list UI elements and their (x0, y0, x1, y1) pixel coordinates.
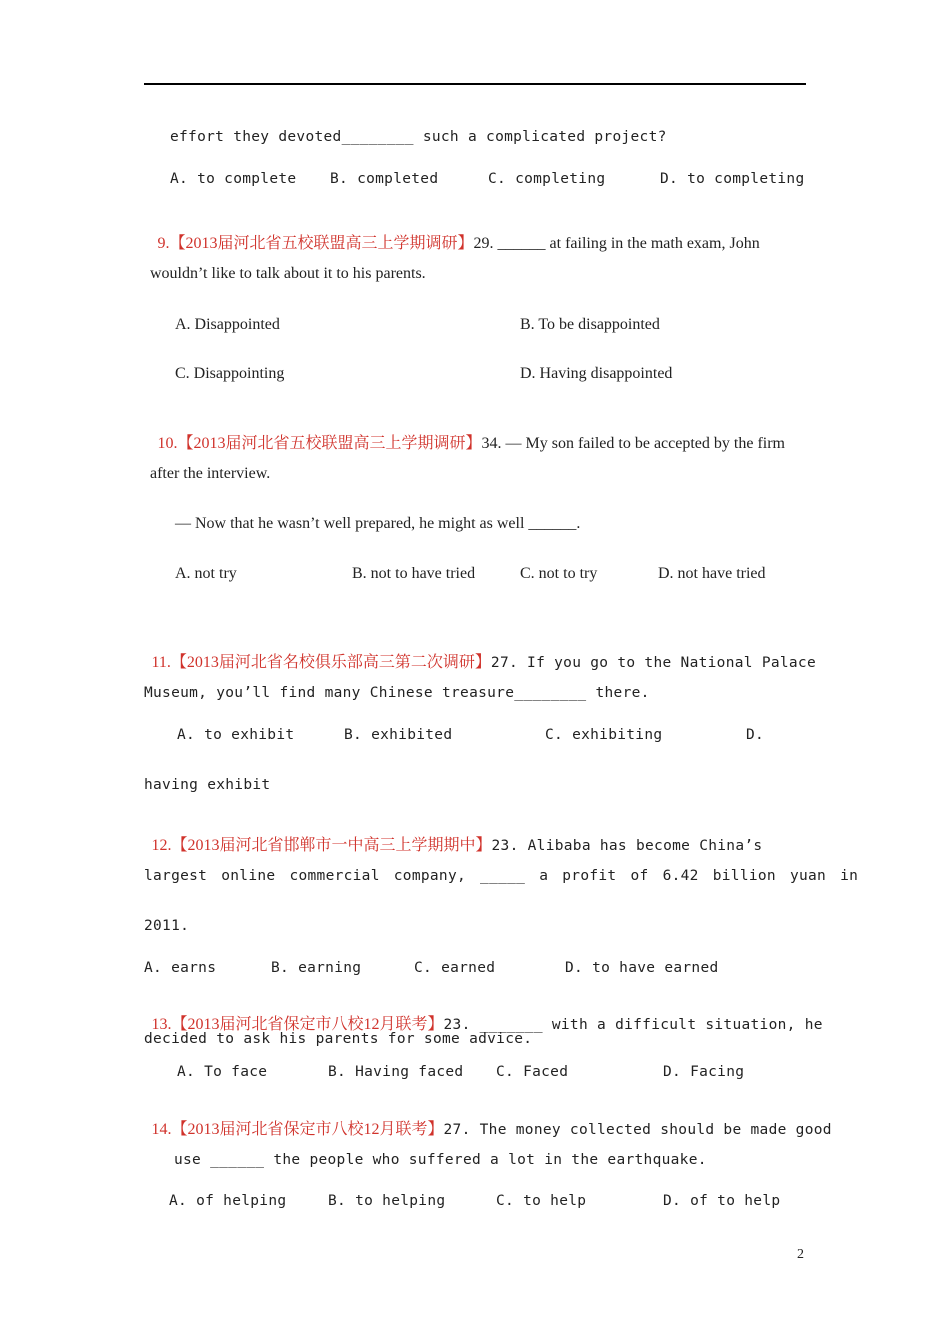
q11-option-a: A. to exhibit (177, 727, 295, 743)
q9-option-b: B. To be disappointed (520, 316, 660, 333)
q13-option-c: C. Faced (496, 1064, 569, 1080)
q12-number: 12. (151, 837, 172, 854)
q13-option-a: A. To face (177, 1064, 268, 1080)
page-number: 2 (797, 1247, 804, 1262)
q13-number: 13. (151, 1016, 172, 1033)
q14-option-a: A. of helping (169, 1193, 287, 1209)
q8-option-c: C. completing (488, 171, 606, 187)
q9-option-d: D. Having disappointed (520, 365, 673, 382)
q10-option-c: C. not to try (520, 565, 598, 582)
q13-stem-line1: 23. _______ with a difficult situation, he (443, 1017, 823, 1033)
q12-option-d: D. to have earned (565, 960, 719, 976)
q9-source: 【2013届河北省五校联盟高三上学期调研】 (169, 235, 474, 252)
q10-option-b: B. not to have tried (352, 565, 476, 582)
q12-option-c: C. earned (414, 960, 496, 976)
q8-option-d: D. to completing (660, 171, 805, 187)
q12-option-a: A. earns (144, 960, 217, 976)
q10-number: 10. (157, 435, 178, 452)
q14-option-c: C. to help (496, 1193, 587, 1209)
q14-option-d: D. of to help (663, 1193, 781, 1209)
q14-stem-line2: use ______ the people who suffered a lot in the earthquake. (174, 1152, 707, 1168)
q14-heading (144, 1100, 832, 1140)
q11-number: 11. (151, 654, 171, 671)
q11-source: 【2013届河北省名校俱乐部高三第二次调研】 (170, 654, 491, 671)
q10-source: 【2013届河北省五校联盟高三上学期调研】 (177, 435, 482, 452)
q9-stem-line1: 29. ______ at failing in the math exam, John (473, 235, 760, 252)
q9-heading (150, 214, 760, 254)
q10-option-d: D. not have tried (658, 565, 766, 582)
q12-source: 【2013届河北省邯郸市一中高三上学期期中】 (171, 837, 492, 854)
q11-stem-line1: 27. If you go to the National Palace (490, 655, 816, 671)
q10-stem-line1: 34. — My son failed to be accepted by the firm (481, 435, 785, 452)
q11-option-c: C. exhibiting (545, 727, 663, 743)
q11-option-d-label: D. (746, 727, 765, 743)
q12-stem-line3: 2011. (144, 918, 190, 934)
q14-stem-line1: 27. The money collected should be made good (443, 1122, 832, 1138)
q12-stem-line1: 23. Alibaba has become China’s (491, 838, 763, 854)
q12-option-b: B. earning (271, 960, 362, 976)
q10-heading (150, 414, 785, 454)
q11-stem-line2: Museum, you’ll find many Chinese treasure________ there. (144, 685, 650, 701)
q13-stem-line2: decided to ask his parents for some advice. (144, 1031, 533, 1047)
q10-stem-line2: after the interview. (150, 465, 271, 482)
q14-option-b: B. to helping (328, 1193, 446, 1209)
q8-option-a: A. to complete (170, 171, 297, 187)
q9-option-c: C. Disappointing (175, 365, 285, 382)
q12-stem-line2: largest online commercial company, _____ a profit of 6.42 billion yuan in (144, 868, 859, 884)
q11-option-b: B. exhibited (344, 727, 453, 743)
q13-source: 【2013届河北省保定市八校12月联考】 (171, 1016, 444, 1033)
q13-option-b: B. Having faced (328, 1064, 464, 1080)
q8-stem: effort they devoted________ such a complicated project? (170, 129, 667, 145)
q11-option-d-text: having exhibit (144, 777, 271, 793)
q13-option-d: D. Facing (663, 1064, 745, 1080)
q9-number: 9. (157, 235, 170, 252)
q10-option-a: A. not try (175, 565, 237, 582)
q14-source: 【2013届河北省保定市八校12月联考】 (171, 1121, 444, 1138)
q11-heading (144, 633, 816, 673)
q14-number: 14. (151, 1121, 172, 1138)
q9-option-a: A. Disappointed (175, 316, 280, 333)
q10-stem-line3: — Now that he wasn’t well prepared, he might as well ______. (175, 515, 581, 532)
q8-option-b: B. completed (330, 171, 439, 187)
header-rule (144, 83, 806, 85)
q9-stem-line2: wouldn’t like to talk about it to his parents. (150, 265, 426, 282)
q12-heading (144, 816, 762, 856)
